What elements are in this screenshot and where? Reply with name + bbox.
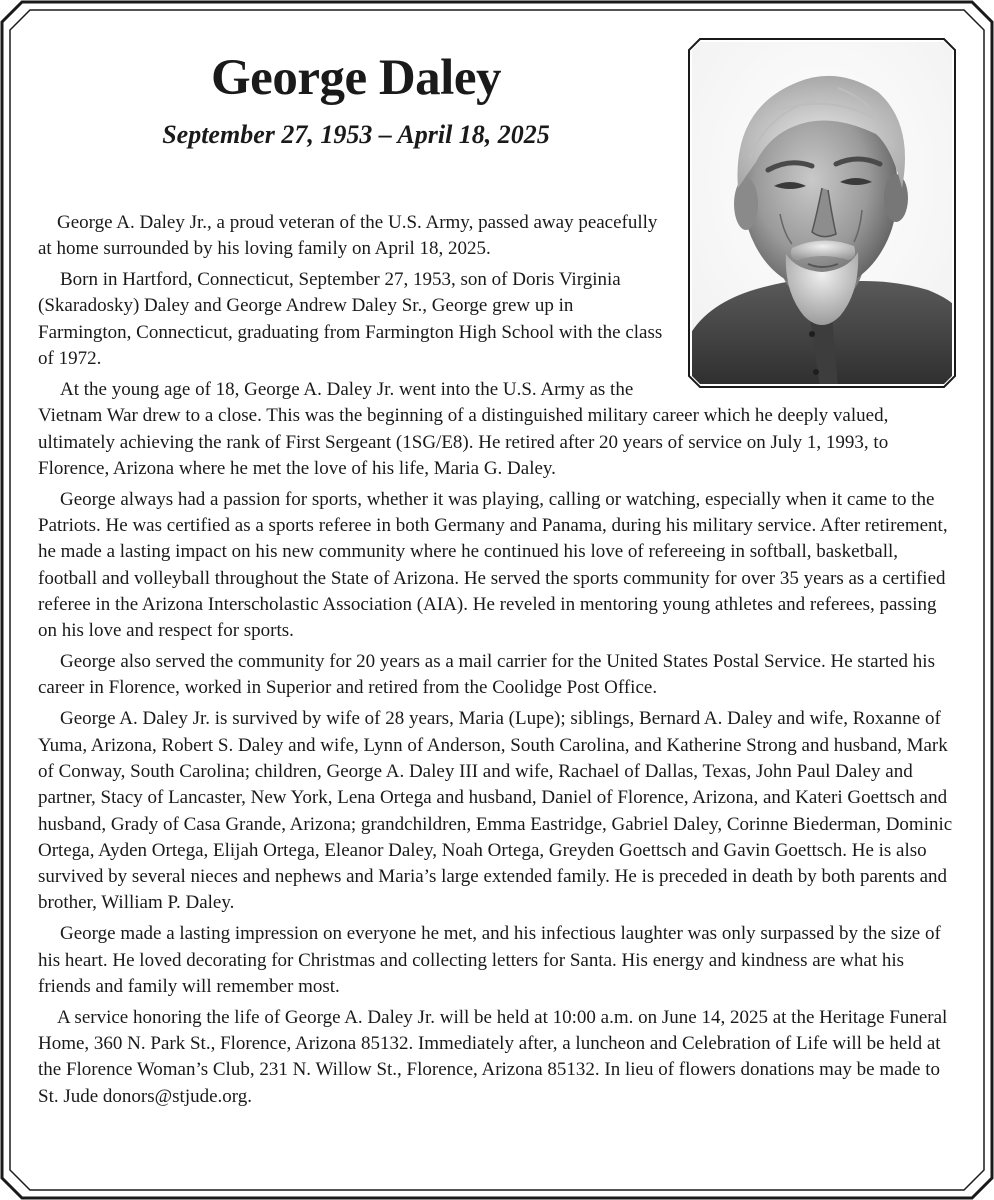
photo-wrap-spacer (666, 210, 958, 390)
paragraph-early-life: Born in Hartford, Connecticut, September 27, 1953, son of Doris Virginia (Skaradosky) Daley and George Andrew Daley Sr., George grew up in Farmington, Connecticut, graduating from Farmington High School with the class of 1972. (38, 269, 663, 370)
paragraph-postal: George also served the community for 20 years as a mail carrier for the United States Postal Service. He started his career in Florence, worked in Superior and retired from the Coolidge Post Office. (38, 651, 935, 699)
paragraph-remembrance: George made a lasting impression on everyone he met, and his infectious laughter was only surpassed by the size of his heart. He loved decorating for Christmas and collecting letters for Santa. His energy and kindness are what his friends and family will remember most. (38, 923, 941, 997)
paragraph-sports: George always had a passion for sports, whether it was playing, calling or watching, especially when it came to the Patriots. He was certified as a sports referee in both Germany and Panama, during his military service. After retirement, he made a lasting impact on his new community where he continued his love of refereeing in softball, basketball, football and volleyball throughout the State of Arizona. He served the sports community for over 35 years as a certified referee in the Arizona Interscholastic Association (AIA). He reveled in mentoring young athletes and referees, passing on his love and respect for sports. (38, 488, 948, 642)
paragraph-intro: George A. Daley Jr., a proud veteran of the U.S. Army, passed away peacefully at home surrounded by his loving family on April 18, 2025. (38, 212, 658, 260)
paragraph-survivors: George A. Daley Jr. is survived by wife of 28 years, Maria (Lupe); siblings, Bernard A. Daley and wife, Roxanne of Yuma, Arizona, Robert S. Daley and wife, Lynn of Anderson, South Carolina, and Katherine Strong and husband, Mark of Conway, South Carolina; children, George A. Daley III and wife, Rachael of Dallas, Texas, John Paul Daley and partner, Stacy of Lancaster, New York, Lena Ortega and husband, Daniel of Florence, Arizona, and Kateri Goettsch and husband, Grady of Casa Grande, Arizona; grandchildren, Emma Eastridge, Gabriel Daley, Corinne Biederman, Dominic Ortega, Ayden Ortega, Elijah Ortega, Eleanor Daley, Noah Ortega, Greyden Goettsch and Gavin Goettsch. He is also survived by several nieces and nephews and Maria’s large extended family. He is preceded in death by both parents and brother, William P. Daley. (38, 708, 953, 914)
paragraph-military: At the young age of 18, George A. Daley Jr. went into the U.S. Army as the Vietnam War drew to a close. This was the beginning of a distinguished military career which he deeply valued, ultimately achieving the rank of First Sergeant (1SG/E8). He retired after 20 years of service on July 1, 1993, to Florence, Arizona where he met the love of his life, Maria G. Daley. (38, 378, 889, 479)
obituary-body (38, 210, 958, 1115)
paragraph-service: A service honoring the life of George A. Daley Jr. will be held at 10:00 a.m. on June 14, 2025 at the Heritage Funeral Home, 360 N. Park St., Florence, Arizona 85132. Immediately after, a luncheon and Celebration of Life will be held at the Florence Woman’s Club, 231 N. Willow St., Florence, Arizona 85132. In lieu of flowers donations may be made to St. Jude donors@stjude.org. (38, 1006, 948, 1107)
life-dates: September 27, 1953 – April 18, 2025 (162, 120, 550, 149)
deceased-name: George Daley (211, 50, 501, 106)
